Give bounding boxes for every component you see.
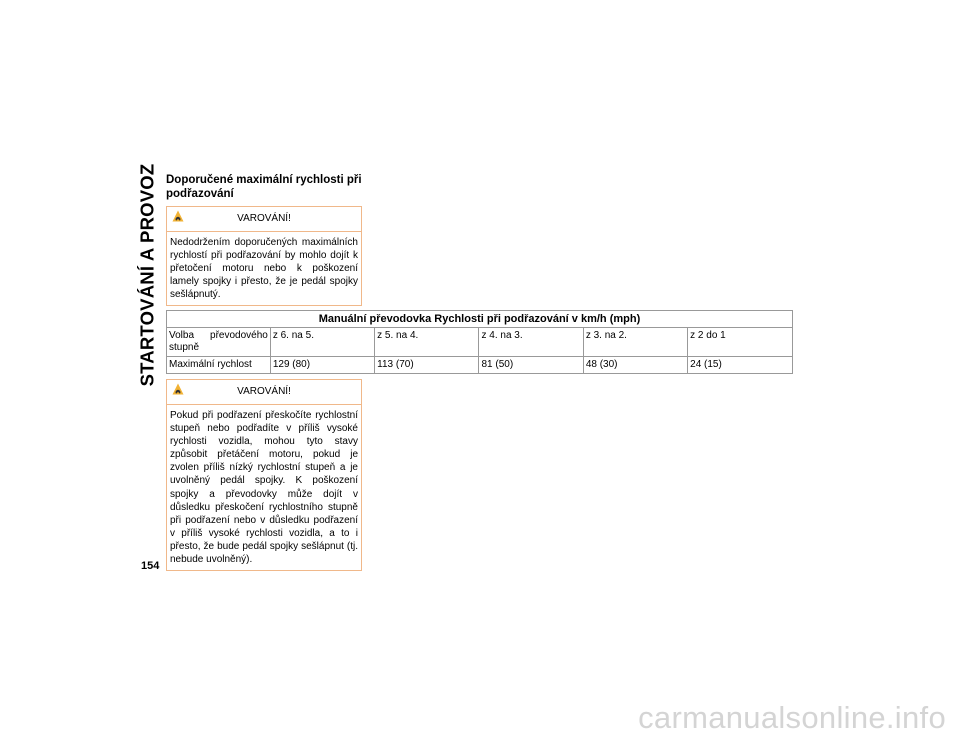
table-title: Manuální převodovka Rychlosti při podřazování v km/h (mph) [167, 311, 792, 328]
table-cell: 129 (80) [270, 357, 374, 374]
table-row [167, 328, 792, 357]
warning-text: Pokud při podřazení přeskočíte rychlostní stupeň nebo podřadíte v příliš vysoké rychlosti vozidla, mohou tyto stavy způsobit přetáčení motoru, pokud je zvolen příliš nízký rychlostní stupeň a je uvolněný pedál spojky. K poškození spojky a převodovky může dojít v důsledku přeskočení rychlostního stupně při podřazení nebo v důsledku podřazení v příliš vysoké rychlosti vozidla, a to i přesto, že bude pedál spojky sešlápnut (tj. nebude uvolněný). [170, 410, 358, 566]
table-cell: 113 (70) [375, 357, 479, 374]
section-heading: Doporučené maximální rychlosti při podřazování [166, 174, 362, 200]
table-cell: z 4. na 3. [479, 328, 583, 357]
page-number: 154 [141, 560, 160, 572]
warning-box-2 [166, 379, 362, 571]
warning-header [167, 207, 361, 232]
table-cell: 48 (30) [583, 357, 687, 374]
warning-box-1 [166, 206, 362, 306]
warning-title: VAROVÁNÍ! [237, 213, 291, 225]
warning-header [167, 380, 361, 405]
table-cell: Maximální rychlost [167, 357, 270, 374]
table-cell: z 6. na 5. [270, 328, 374, 357]
table-cell: z 2 do 1 [688, 328, 792, 357]
side-chapter-title [132, 163, 162, 387]
chapter-title-text: STARTOVÁNÍ A PROVOZ [136, 163, 158, 387]
table-cell: z 5. na 4. [375, 328, 479, 357]
table-cell: z 3. na 2. [583, 328, 687, 357]
table-cell: Volba převodového stupně [167, 328, 270, 357]
warning-skid-car-icon [172, 210, 184, 222]
downshift-speed-table [166, 310, 793, 374]
table-cell: 24 (15) [690, 359, 722, 370]
table-row [167, 357, 792, 374]
warning-title: VAROVÁNÍ! [237, 386, 291, 398]
warning-skid-car-icon [172, 383, 184, 395]
watermark: carmanualsonline.info [638, 700, 946, 735]
speed-table [167, 328, 792, 373]
warning-text: Nedodržením doporučených maximálních rychlostí při podřazování by mohlo dojít k přetočení motoru nebo k poškození lamely spojky i přesto, že je pedál spojky sešlápnutý. [170, 237, 358, 301]
table-cell: 81 (50) [479, 357, 583, 374]
